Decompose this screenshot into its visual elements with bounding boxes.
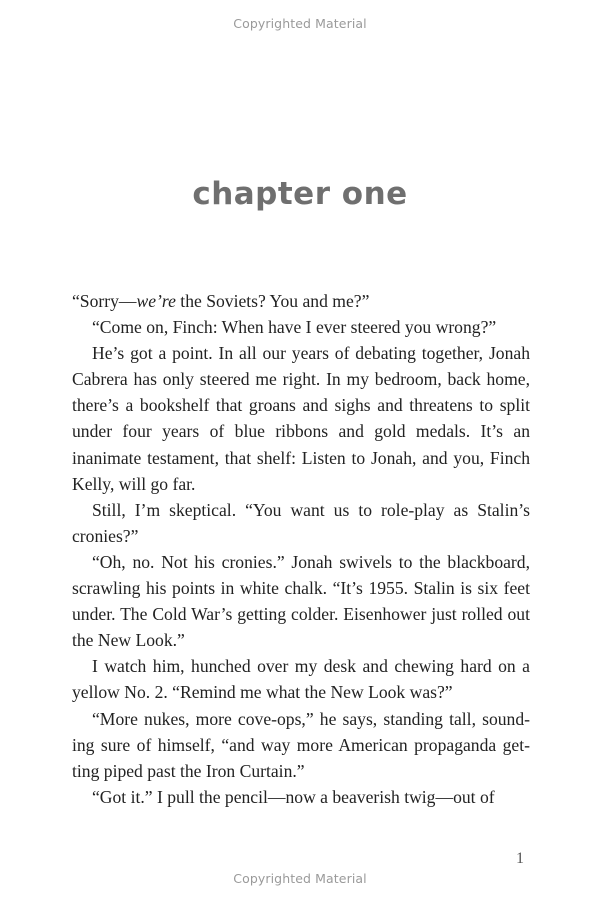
- paragraph: “Sorry—we’re the Soviets? You and me?”: [72, 291, 370, 311]
- chapter-title: chapter one: [192, 176, 408, 212]
- paragraph: “Come on, Finch: When have I ever steered you wrong?”: [92, 317, 497, 338]
- paragraph: “Got it.” I pull the pencil—now a beaverish twig—out of: [92, 786, 495, 807]
- paragraph: Still, I’m skeptical. “You want us to role-play as Stalin’s cronies?”: [72, 499, 530, 546]
- body-text: [72, 288, 530, 810]
- paragraph: “Oh, no. Not his cronies.” Jonah swivels to the blackboard, scrawling his points in white chalk. “It’s 1955. Stalin is six feet under. The Cold War’s getting colder. Eisenhower just rolled out the New Look.”: [72, 551, 530, 651]
- emphasis: we’re: [136, 291, 176, 311]
- copyright-watermark-bottom: Copyrighted Material: [233, 871, 367, 886]
- paragraph: He’s got a point. In all our years of debating together, Jonah Cabrera has only steered me right. In my bedroom, back home, there’s a bookshelf that groans and sighs and threatens to split under four years of blue ribbons and gold medals. It’s an inanimate testament, that shelf: Listen to Jonah, and you, Finch Kelly, will go far.: [72, 343, 530, 494]
- paragraph: I watch him, hunched over my desk and chewing hard on a yellow No. 2. “Remind me what the New Look was?”: [72, 656, 530, 703]
- copyright-watermark-top: Copyrighted Material: [233, 16, 367, 31]
- page-number: 1: [516, 850, 524, 867]
- paragraph: “More nukes, more cove-ops,” he says, standing tall, sounding sure of himself, “and way more American propaganda getting piped past the Iron Curtain.”: [72, 708, 530, 781]
